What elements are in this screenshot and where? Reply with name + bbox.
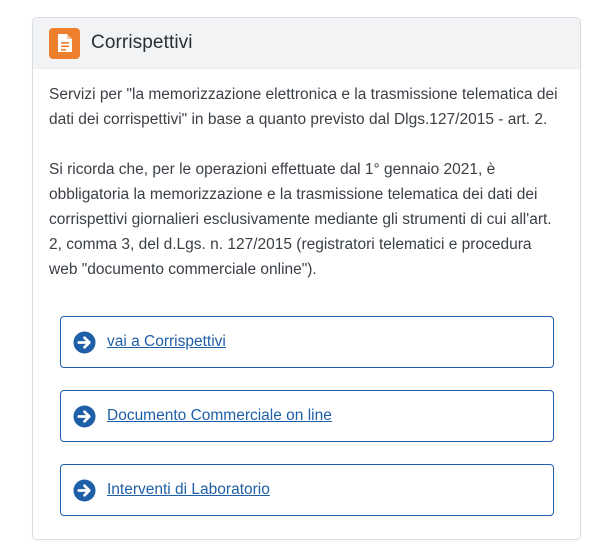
description-paragraph: Si ricorda che, per le operazioni effettuate dal 1° gennaio 2021, è obbligatoria la memorizzazione e la trasmissione telematica dei dati dei corrispettivi giornalieri esclusivamente mediante gli strumenti di cui all'art. 2, comma 3, del d.Lgs. n. 127/2015 (registratori telematici e procedura web "documento commerciale online"). [49,161,552,278]
arrow-right-circle-icon [73,405,96,428]
corrispettivi-card [32,17,581,540]
link-label[interactable]: Documento Commerciale on line [107,407,332,424]
arrow-right-circle-icon [73,331,96,354]
card-header [33,18,580,69]
link-label[interactable]: Interventi di Laboratorio [107,481,270,498]
document-icon [49,28,80,59]
link-documento-commerciale[interactable] [60,390,554,442]
arrow-right-circle-icon [73,479,96,502]
service-links [60,316,554,538]
link-vai-a-corrispettivi[interactable] [60,316,554,368]
description-paragraph: Servizi per "la memorizzazione elettronica e la trasmissione telematica dei dati dei corrispettivi" in base a quanto previsto dal Dlgs.127/2015 - art. 2. [49,86,558,128]
link-interventi-laboratorio[interactable] [60,464,554,516]
card-title: Corrispettivi [91,32,193,53]
link-label[interactable]: vai a Corrispettivi [107,333,226,350]
card-description [33,69,580,282]
